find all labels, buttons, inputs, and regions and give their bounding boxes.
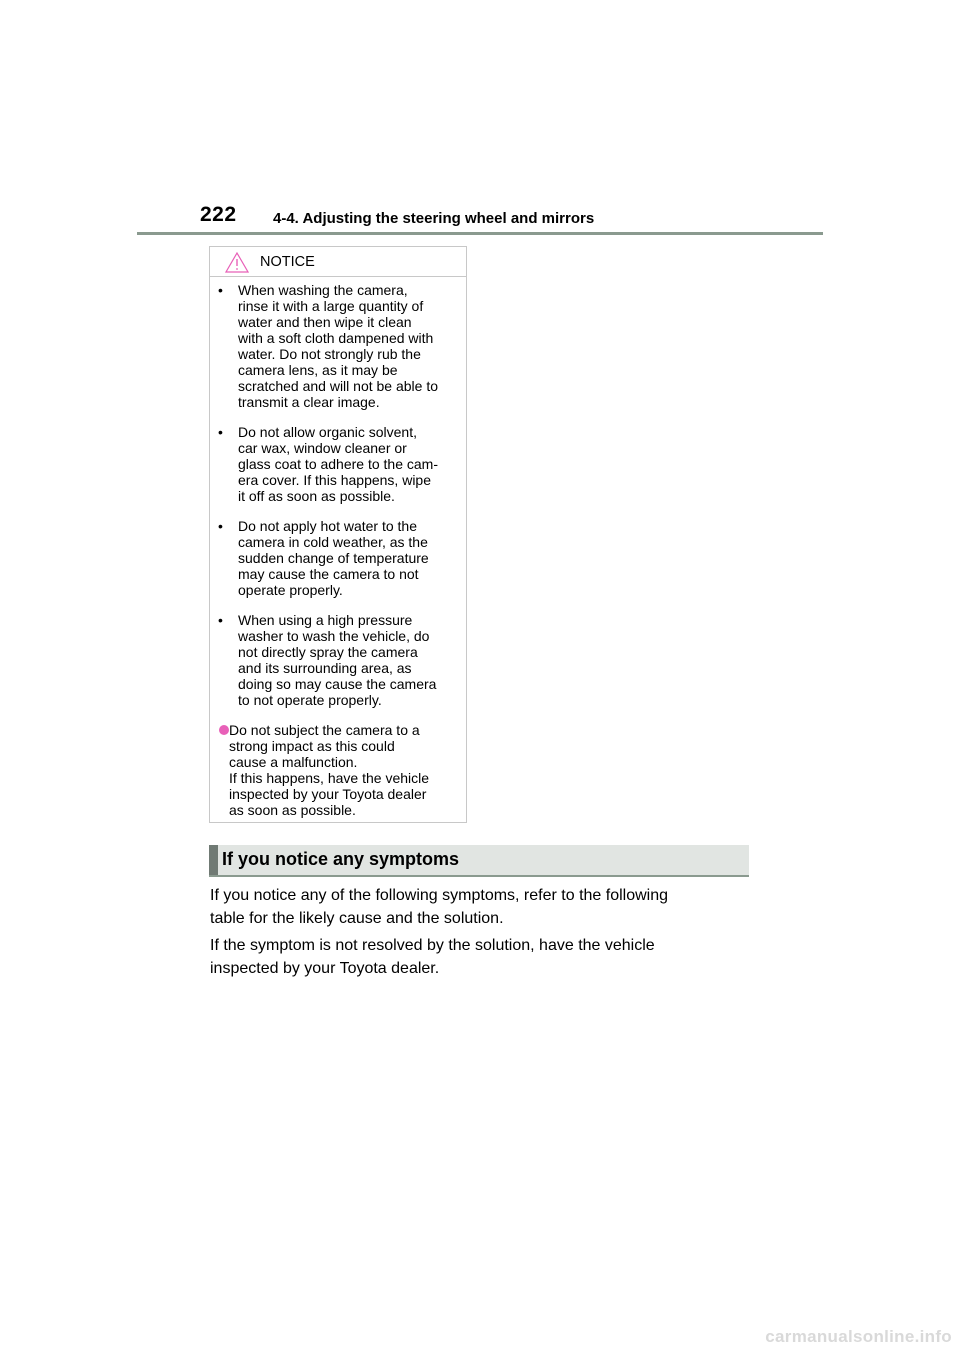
pink-dot-icon [219,725,229,735]
bullet-icon: • [218,518,223,534]
notice-body [210,277,466,818]
heading-accent-bar [209,845,218,875]
notice-bullet [218,424,456,504]
notice-label: NOTICE [260,254,315,270]
header-divider [137,232,823,235]
section-title: 4-4. Adjusting the steering wheel and mirrors [273,210,595,227]
bullet-icon: • [218,424,223,440]
notice-dot-text: Do not subject the camera to a strong impact as this could cause a malfunction. If this happens, have the vehicle inspected by your Toyota dealer as soon as possible. [229,722,430,818]
notice-bullet-text: When washing the camera, rinse it with a large quantity of water and then wipe it clean with a soft cloth dampened with water. Do not strongly rub the camera lens, as it may be scratched and will not be able to transmit a clear image. [238,282,439,410]
notice-bullet [218,612,456,708]
watermark: carmanualsonline.info [765,1327,952,1346]
notice-bullet-text: Do not allow organic solvent, car wax, window cleaner or glass coat to adhere to the cam- era cover. If this happens, wipe it off as soon as possible. [238,424,438,504]
notice-dot-item [218,722,456,818]
notice-header [210,247,466,277]
symptoms-heading-bar [209,845,749,877]
symptoms-heading: If you notice any symptoms [222,849,460,869]
notice-box [209,246,467,823]
notice-bullet-text: Do not apply hot water to the camera in cold weather, as the sudden change of temperature may cause the camera to not operate properly. [238,518,429,598]
bullet-icon: • [218,612,223,628]
notice-bullet [218,518,456,598]
notice-bullet-text: When using a high pressure washer to wash the vehicle, do not directly spray the camera and its surrounding area, as doing so may cause the camera to not operate properly. [238,612,437,708]
page-number: 222 [200,203,237,226]
symptoms-paragraph-1: If you notice any of the following symptoms, refer to the following table for the likely cause and the solution. [210,887,669,927]
warning-triangle-icon [225,252,249,273]
notice-bullet [218,282,456,410]
symptoms-paragraph-2: If the symptom is not resolved by the solution, have the vehicle inspected by your Toyota dealer. [210,937,655,977]
bullet-icon: • [218,282,223,298]
